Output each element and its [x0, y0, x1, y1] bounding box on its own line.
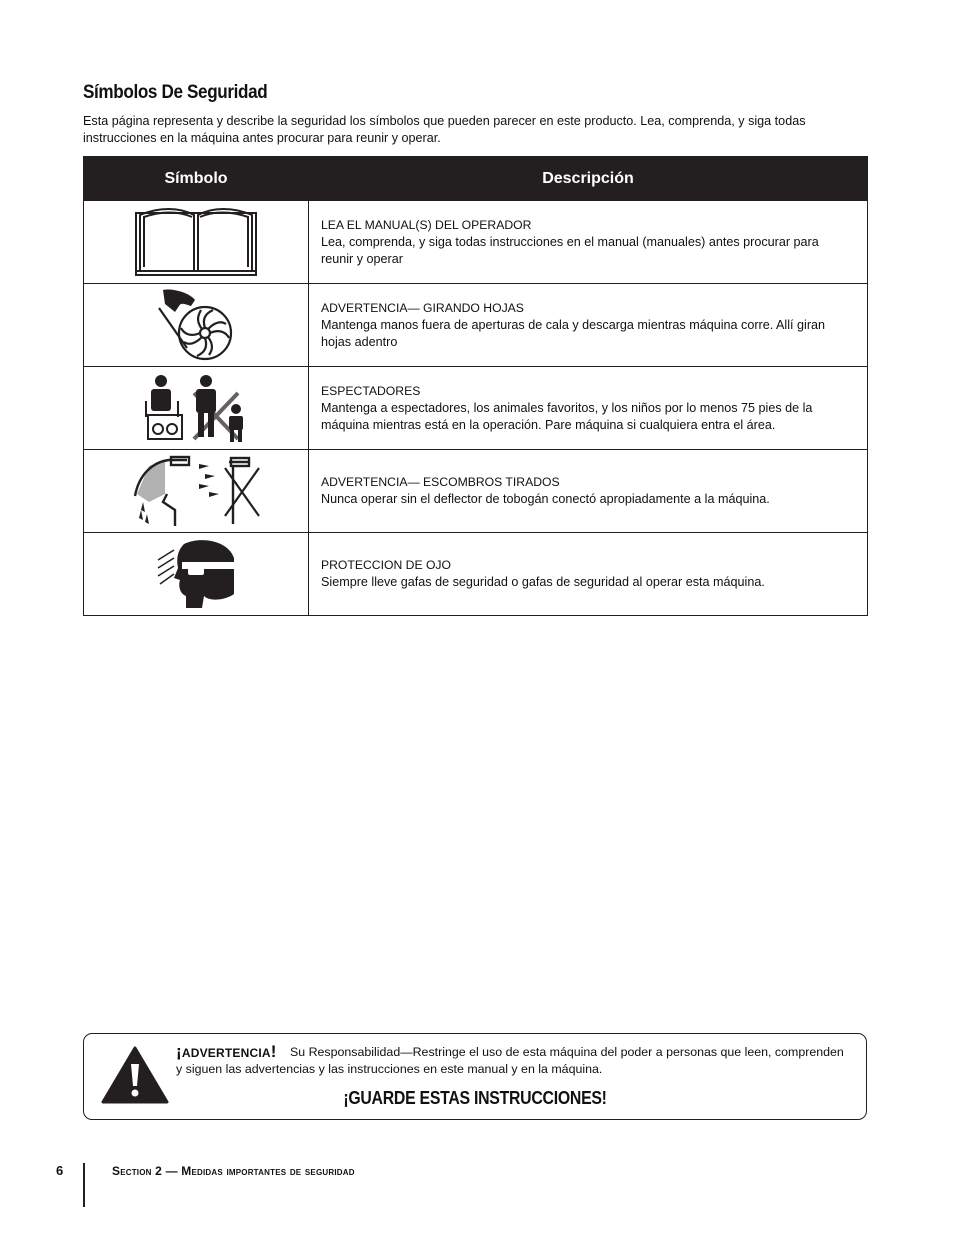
symbol-title: ESPECTADORES	[321, 383, 421, 398]
table-row	[84, 201, 868, 284]
footer-section-title: Section 2 — Medidas importantes de seguridad	[112, 1164, 355, 1178]
symbol-description: Mantenga a espectadores, los animales favoritos, y los niños por lo menos 75 pies de la máquina mientras está en la operación. Pare máquina si cualquiera entra el área.	[321, 400, 813, 432]
warning-label-prefix: ¡	[176, 1042, 182, 1061]
warning-label	[176, 1042, 277, 1062]
rotating-blades-icon	[151, 288, 241, 362]
symbol-title: LEA EL MANUAL(S) DEL OPERADOR	[321, 217, 532, 232]
intro-paragraph: Esta página representa y describe la seguridad los símbolos que pueden parecer en este producto. Lea, comprenda, y siga todas instrucciones en la máquina antes procurar para reunir y operar.	[83, 114, 806, 145]
page-title: Símbolos De Seguridad	[83, 82, 268, 103]
page-number: 6	[56, 1163, 64, 1178]
table-row	[84, 367, 868, 450]
footer-divider	[83, 1163, 85, 1207]
symbol-title: ADVERTENCIA— GIRANDO HOJAS	[321, 300, 524, 315]
bystanders-icon	[138, 371, 254, 445]
symbol-description: Mantenga manos fuera de aperturas de cala y descarga mientras máquina corre. Allí giran hojas adentro	[321, 317, 826, 349]
safety-symbols-table	[83, 156, 868, 616]
eye-protection-icon	[156, 538, 236, 610]
table-row	[84, 284, 868, 367]
symbol-title: ADVERTENCIA— ESCOMBROS TIRADOS	[321, 475, 560, 489]
symbol-title: PROTECCION DE OJO	[321, 558, 452, 572]
warning-text: Su Responsabilidad—Restringe el uso de esta máquina del poder a personas que leen, comprenden y siguen las advertencias y las instrucciones en este manual y en la máquina.	[176, 1045, 844, 1076]
symbol-description: Nunca operar sin el deflector de tobogán conectó apropiadamente a la máquina.	[321, 492, 770, 506]
table-row	[84, 533, 868, 616]
warning-label-word: ADVERTENCIA	[181, 1046, 271, 1060]
header-symbol: Símbolo	[84, 157, 309, 201]
operator-manual-icon	[134, 205, 258, 279]
warning-box	[83, 1033, 867, 1120]
table-header-row	[84, 157, 868, 201]
save-instructions-heading: ¡GUARDE ESTAS INSTRUCCIONES!	[343, 1088, 607, 1108]
header-description: Descripción	[309, 157, 868, 201]
symbol-description: Lea, comprenda, y siga todas instrucciones en el manual (manuales) antes procurar para reunir y operar	[321, 234, 819, 266]
table-row	[84, 450, 868, 533]
warning-label-suffix: !	[270, 1042, 277, 1061]
thrown-debris-icon	[129, 454, 263, 528]
symbol-description: Siempre lleve gafas de seguridad o gafas de seguridad al operar esta máquina.	[321, 575, 765, 589]
